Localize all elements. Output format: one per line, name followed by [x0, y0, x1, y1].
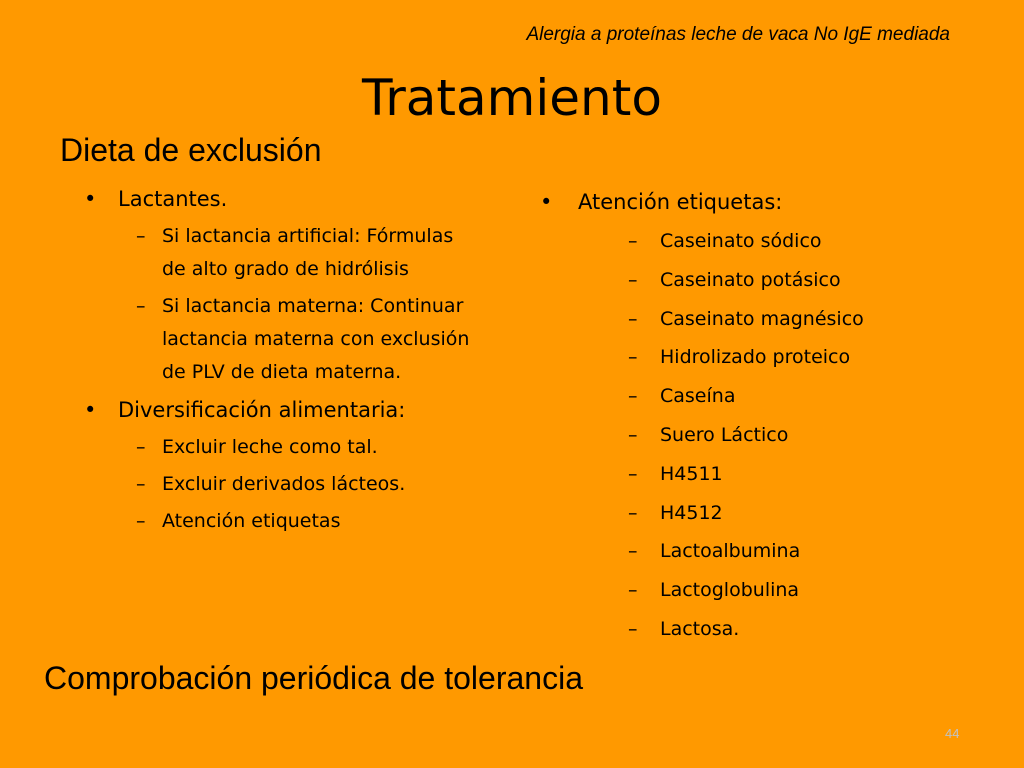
sub-item: – Lactosa. — [578, 610, 960, 649]
sub-item: – H4511 — [578, 455, 960, 494]
sub-item: – Caseína — [578, 377, 960, 416]
footer-note: Comprobación periódica de tolerancia — [44, 660, 583, 696]
sub-item: – Caseinato magnésico — [578, 300, 960, 339]
sub-item — [118, 505, 504, 538]
sub-list — [118, 220, 504, 389]
sub-item: – Lactoglobulina — [578, 571, 960, 610]
sub-item — [118, 468, 504, 501]
right-column — [540, 186, 960, 649]
sub-list — [118, 431, 504, 538]
sub-item — [118, 290, 504, 389]
left-bullet-list — [84, 184, 504, 538]
bullet-item — [540, 186, 960, 649]
sub-item — [118, 431, 504, 464]
sub-item-text: – Excluir leche como tal. — [162, 436, 378, 458]
slide-title: Tratamiento — [362, 69, 662, 127]
sub-list — [578, 222, 960, 649]
bullet-label: Atención etiquetas: — [578, 190, 783, 214]
sub-item — [118, 220, 504, 286]
sub-item: – Hidrolizado proteico — [578, 338, 960, 377]
sub-item-text: – Excluir derivados lácteos. — [162, 473, 406, 495]
sub-item: – Suero Láctico — [578, 416, 960, 455]
sub-item: – Caseinato sódico — [578, 222, 960, 261]
bullet-item — [84, 184, 504, 389]
sub-item: – H4512 — [578, 494, 960, 533]
sub-item-text: – Si lactancia materna: Continuar lactancia materna con exclusión de PLV de dieta materna. — [162, 295, 470, 383]
sub-item: – Caseinato potásico — [578, 261, 960, 300]
left-column — [84, 184, 504, 544]
sub-item-text: – Si lactancia artificial: Fórmulas de alto grado de hidrólisis — [162, 225, 454, 280]
slide-number: 44 — [945, 726, 960, 741]
slide-subtitle: Dieta de exclusión — [60, 132, 322, 168]
bullet-item — [84, 395, 504, 538]
sub-item: – Lactoalbumina — [578, 532, 960, 571]
bullet-label: Lactantes. — [118, 187, 228, 211]
right-bullet-list — [540, 186, 960, 649]
sub-item-text: – Atención etiquetas — [162, 510, 341, 532]
bullet-label: Diversificación alimentaria: — [118, 398, 406, 422]
header-note: Alergia a proteínas leche de vaca No IgE mediada — [526, 24, 950, 45]
